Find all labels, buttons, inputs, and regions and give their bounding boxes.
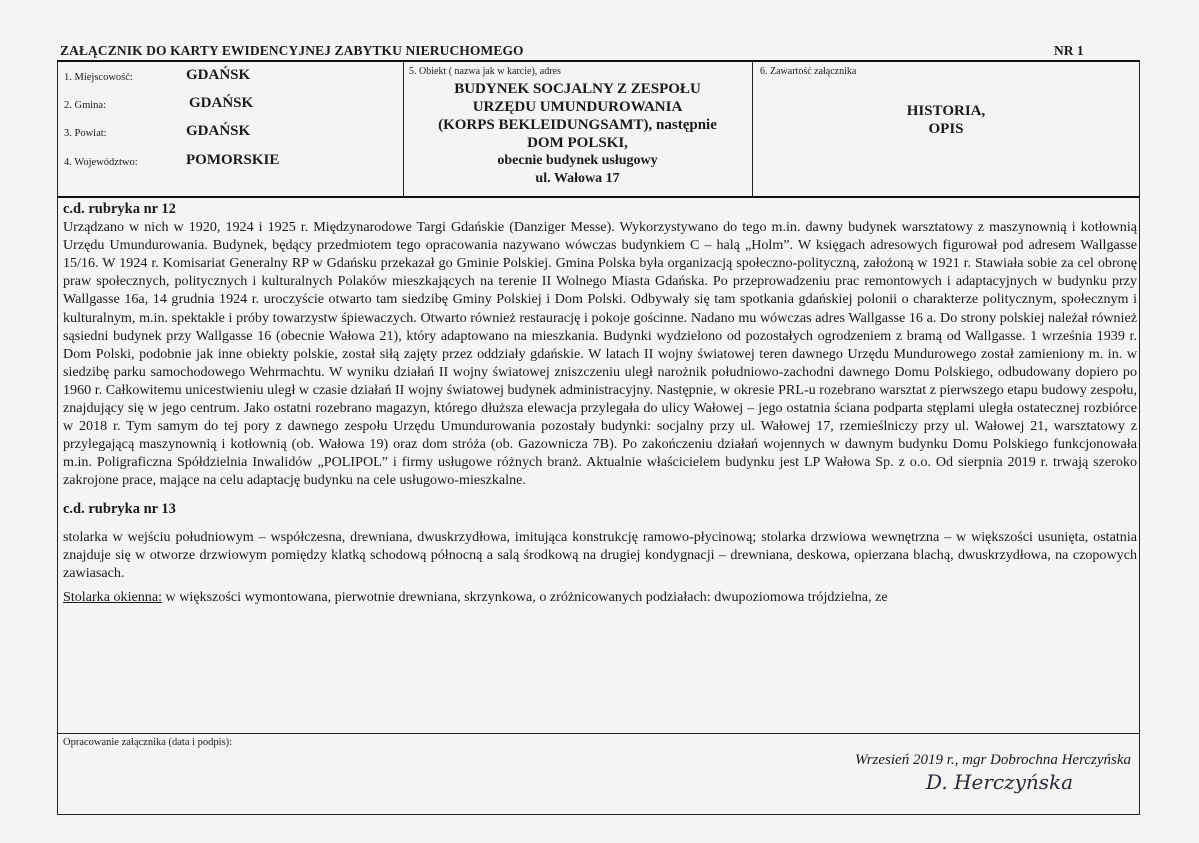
- field-label: 2. Gmina:: [64, 100, 106, 111]
- object-name: [405, 80, 750, 188]
- field-value: POMORSKIE: [186, 152, 280, 168]
- section-12-text: Urządzano w nich w 1920, 1924 i 1925 r. Międzynarodowe Targi Gdańskie (Danziger Messe). Wykorzystywano do tego m.in. dawny budynek warsztatowy z maszynownią i kotłownią Urzędu Umundurowania. Budynek, będący przedmiotem tego opracowania nazywano wówczas budynkiem C – halą „Holm”. W księgach adresowych figurował pod adresem Wallgasse 15/16. W 1924 r. Komisariat Generalny RP w Gdańsku przekazał go Gminie Polskiej. Gmina Polska była organizacją społeczno-polityczną, założoną w 1921 r. Stawiała sobie za cel obronę praw społecznych, politycznych i kulturalnych Polaków mieszkających na terenie II Wolnego Miasta Gdańska. Po przeprowadzeniu prac remontowych i adaptacyjnych w budynku przy Wallgasse 16a, 14 grudnia 1924 r. uroczyście otwarto tam siedzibę Gminy Polskiej i Dom Polski. Odbywały się tam spotkania gdańskiej polonii o charakterze politycznym, społecznym i kulturalnym, m.in. spektakle i próby towarzystw śpiewaczych. Otwarto również restaurację i pokoje gościnne. Nadano mu wówczas adres Wallgasse 16 a. Do strony polskiej należał również sąsiedni budynek przy Wallgasse 16 (obecnie Wałowa 21), który adaptowano na mieszkania. Budynki wydzielono od pozostałych ogrodzeniem z bramą od Wallgasse. 1 września 1939 r. Dom Polski, podobnie jak inne obiekty polskie, został siłą zajęty przez oddziały gdańskie. W latach II wojny światowej teren dawnego Urzędu Mundurowego został zamieniony m. in. w siedzibę parku samochodowego Wehrmachtu. W wyniku działań II wojny światowej zniszczeniu uległ narożnik południowo-zachodni dawnego Domu Polskiego, odbudowany dopiero po 1960 r. Całkowitemu unicestwieniu uległ w czasie działań II wojny światowej budynek administracyjny. Następnie, w okresie PRL-u rozebrano warsztat z pierwszego etapu budowy zespołu, znajdujący się w jego centrum. Jako ostatni rozebrano magazyn, którego dłuższa elewacja przylegała do ulicy Wałowej – jego ostatnia ściana podparta stęplami uległa ostatecznej rozbiórce w 2018 r. Tym samym do tej pory z dawnego zespołu Urzędu Umundurowania pozostały budynki: socjalny przy ul. Wałowej 17, rzemieślniczy przy ul. Wałowej 21, warsztatowy z przylegającą maszynownią i kotłownią (ob. Wałowa 19) oraz dom stróża (ob. Gazownicza 7B). Po zakończeniu działań wojennych w dawnym budynku Domu Polskiego funkcjonowała m.in. Poligraficzna Spółdzielnia Inwalidów „POLIPOL” i firmy usługowe różnych branż. Aktualnie właścicielem budynku jest LP Wałowa Sp. z o.o. Od sierpnia 2019 r. trwają szeroko zakrojone prace, mające na celu adaptację budynku na cele usługowo-mieszkalne.: [63, 219, 1137, 489]
- object-line: obecnie budynek usługowy: [497, 153, 658, 168]
- section-12-heading: c.d. rubryka nr 12: [63, 201, 176, 217]
- field-value: GDAŃSK: [189, 95, 254, 111]
- header-divider-1: [403, 62, 404, 196]
- field-gmina: [64, 95, 254, 111]
- author-date: Wrzesień 2019 r., mgr Dobrochna Herczyńska: [855, 752, 1131, 768]
- object-line: DOM POLSKI,: [527, 135, 628, 151]
- contents-line: HISTORIA,: [906, 103, 986, 119]
- handwritten-signature: D. Herczyńska: [926, 770, 1074, 794]
- section-13-text: stolarka w wejściu południowym – współczesna, drewniana, dwuskrzydłowa, imitująca konstrukcję ramowo-płycinową; stolarka drzwiowa wewnętrzna – w większości usunięta, ostatnia znajduje się w otworze drzwiowym pomiędzy klatką schodową północną a salą środkową na drugiej kondygnacji – drewniana, deskowa, opierzana blachą, dwuskrzydłowa, na czopowych zawiasach.: [63, 528, 1137, 581]
- field-wojewodztwo: [64, 152, 280, 168]
- header-divider-2: [752, 62, 753, 196]
- object-line: (KORPS BEKLEIDUNGSAMT), następnie: [438, 117, 717, 133]
- window-joinery-paragraph: [63, 588, 1137, 606]
- contents-label: 6. Zawartość załącznika: [760, 66, 857, 77]
- field-label: 4. Województwo:: [64, 157, 138, 168]
- field-label: 1. Miejscowość:: [64, 72, 133, 83]
- object-line: ul. Wałowa 17: [535, 171, 620, 186]
- contents-value: [754, 102, 1138, 138]
- object-label: 5. Obiekt ( nazwa jak w karcie), adres: [409, 66, 561, 77]
- object-line: BUDYNEK SOCJALNY Z ZESPOŁU: [454, 81, 701, 97]
- object-line: URZĘDU UMUNDUROWANIA: [472, 99, 683, 115]
- contents-line: OPIS: [928, 121, 964, 137]
- footer-label: Opracowanie załącznika (data i podpis):: [63, 737, 233, 748]
- field-miejscowosc: [64, 67, 251, 83]
- document-title: ZAŁĄCZNIK DO KARTY EWIDENCYJNEJ ZABYTKU NIERUCHOMEGO: [60, 43, 524, 58]
- field-value: GDAŃSK: [186, 67, 251, 83]
- document-number: NR 1: [1054, 43, 1084, 58]
- document-body: [63, 200, 1137, 606]
- field-label: 3. Powiat:: [64, 128, 107, 139]
- field-powiat: [64, 123, 251, 139]
- window-joinery-text: w większości wymontowana, pierwotnie drewniana, skrzynkowa, o zróżnicowanych podziałach: dwupoziomowa trójdzielna, ze: [162, 588, 888, 605]
- section-13-heading: c.d. rubryka nr 13: [63, 500, 176, 517]
- window-joinery-label: Stolarka okienna:: [63, 588, 163, 605]
- header-bottom-rule: [57, 196, 1140, 198]
- footer-rule: [57, 733, 1140, 734]
- field-value: GDAŃSK: [186, 123, 251, 139]
